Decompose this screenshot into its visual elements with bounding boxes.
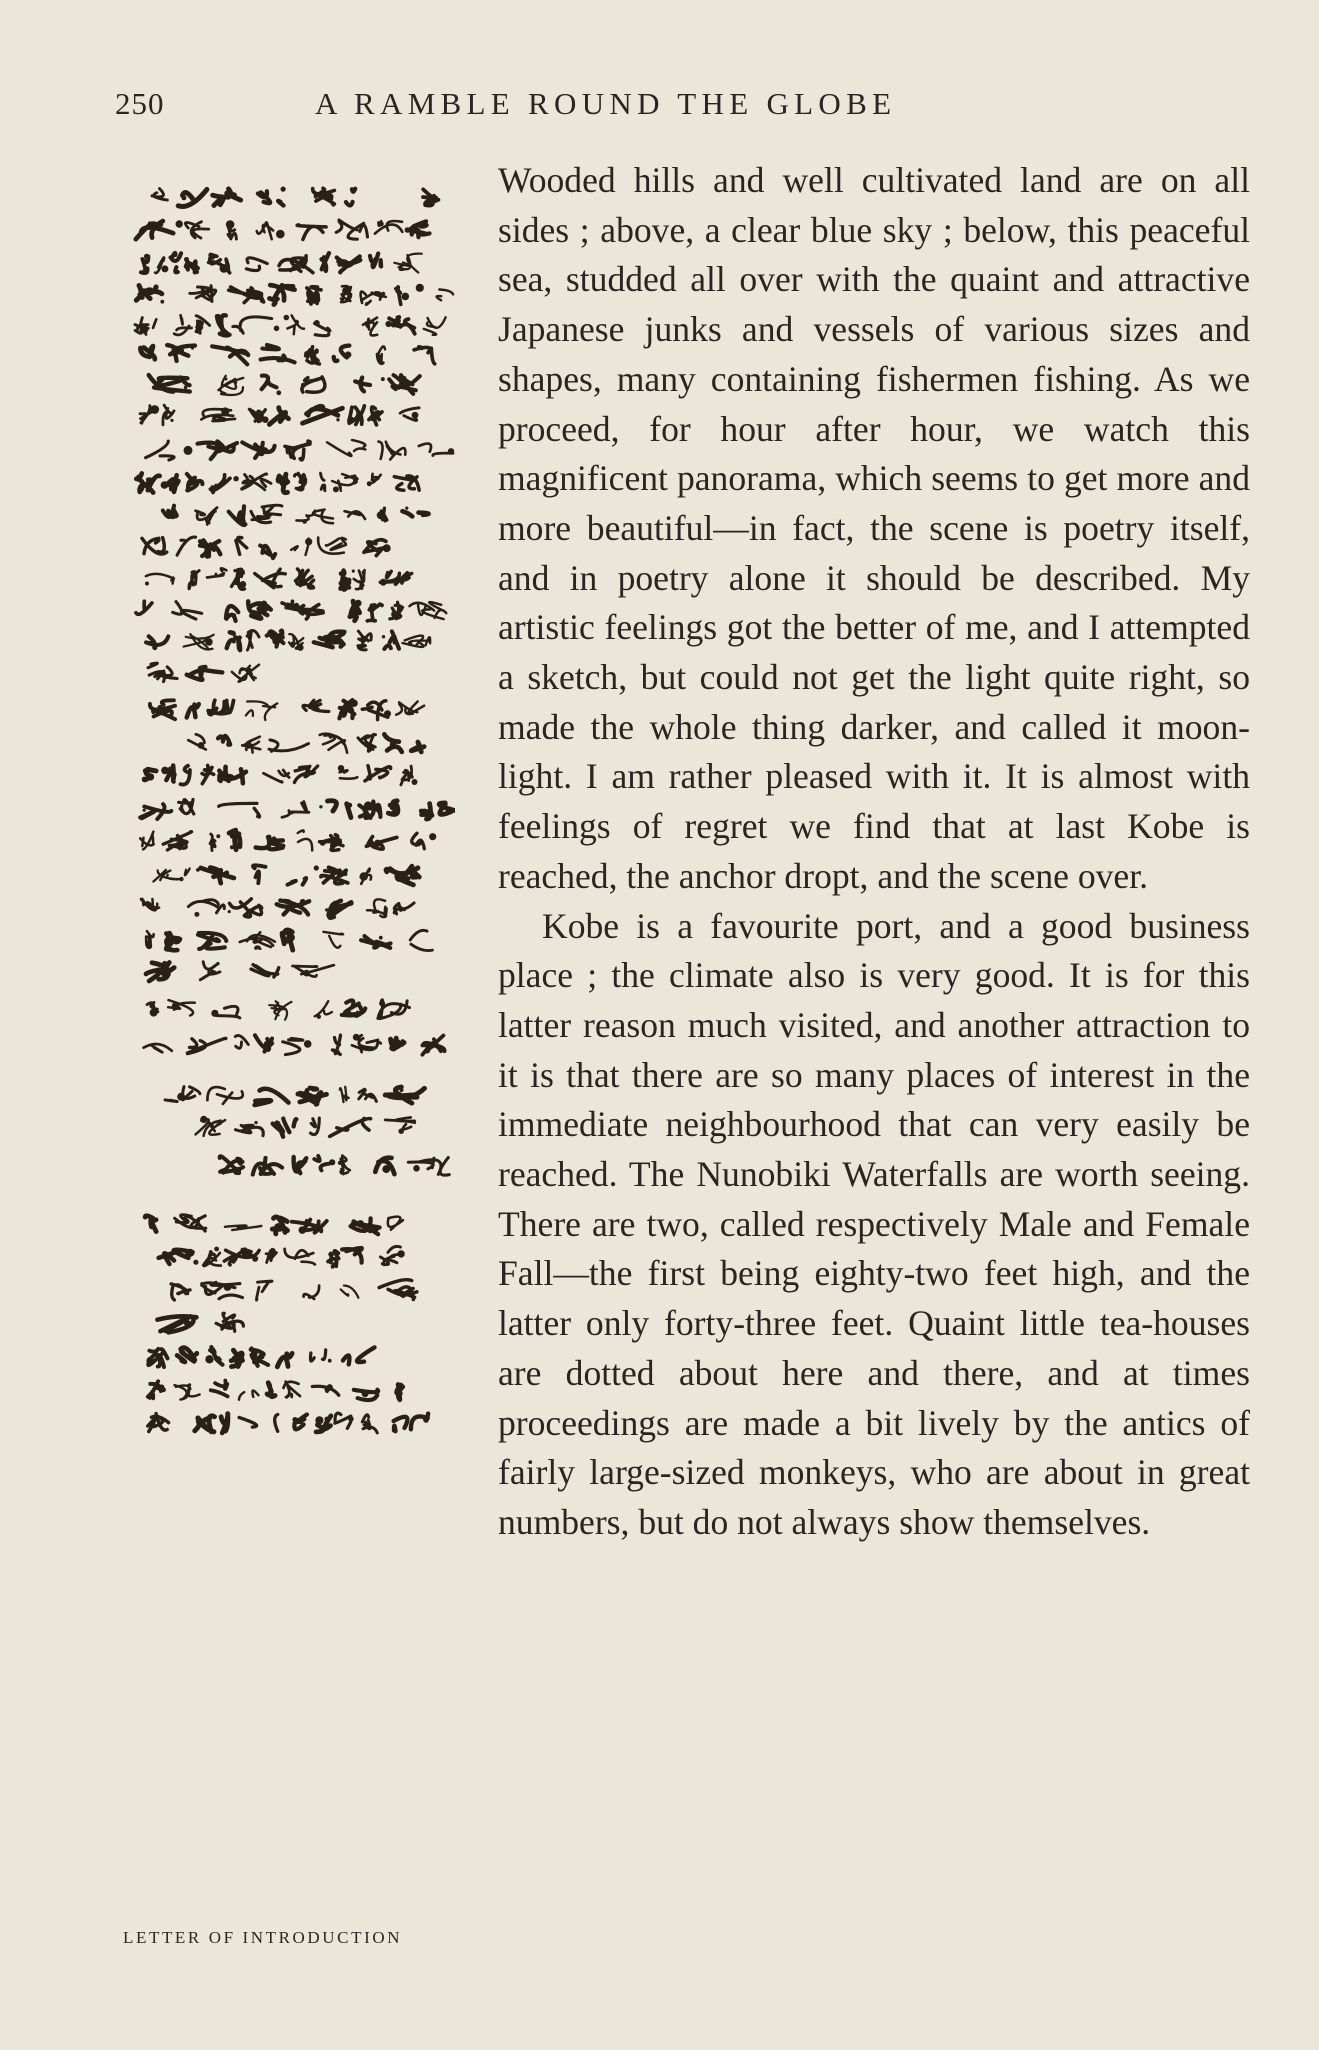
handwritten-letter-icon	[115, 175, 455, 1895]
running-title: A RAMBLE ROUND THE GLOBE	[315, 86, 897, 121]
page-number: 250	[115, 86, 165, 121]
paragraph-1: Wooded hills and well cultivated land are on all sides ; above, a clear blue sky ; below, this peaceful sea, studded all over with the quaint and attractive Japanese junks and vessels of various sizes and shapes, many containing fishermen fishing. As we proceed, for hour after hour, we watch this magnificent panorama, which seems to get more and more beautiful—in fact, the scene is poetry itself, and in poetry alone it should be described. My artistic feelings got the better of me, and I attempted a sketch, but could not get the light quite right, so made the whole thing darker, and called it moonlight. I am rather pleased with it. It is almost with feelings of regret we find that at last Kobe is reached, the anchor dropt, and the scene over.	[498, 160, 1250, 896]
paragraph-2: Kobe is a favourite port, and a good business place ; the climate also is very good. It is for this latter reason much visited, and another attraction to it is that there are so many places of interest in the immediate neighbourhood that can very easily be reached. The Nunobiki Waterfalls are worth seeing. There are two, called respectively Male and Female Fall—the first being eighty-two feet high, and the latter only forty-three feet. Quaint little tea-houses are dotted about here and there, and at times proceedings are made a bit lively by the antics of fairly large-sized monkeys, who are about in great numbers, but do not always show themselves.	[498, 905, 1250, 1542]
figure-caption: LETTER OF INTRODUCTION	[123, 1928, 403, 1947]
body-text	[498, 156, 1250, 1548]
